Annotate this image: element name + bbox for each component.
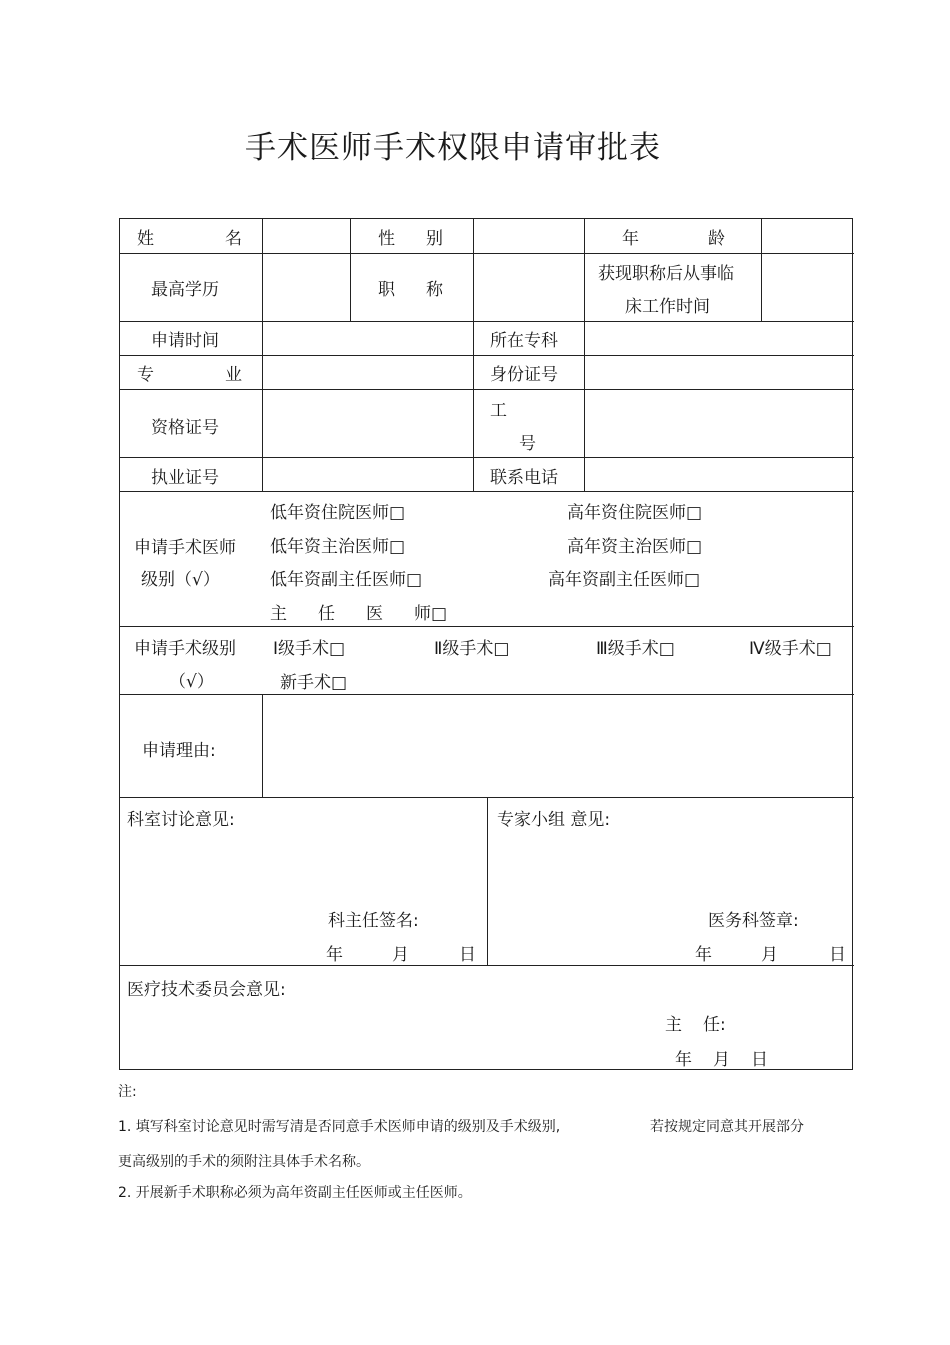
label-age-1: 年 xyxy=(622,229,639,249)
note-2: 2. 开展新手术职称必须为高年资副主任医师或主任医师。 xyxy=(118,1185,472,1201)
col-divider xyxy=(487,797,488,965)
date-day: 日 xyxy=(459,945,476,965)
option-high-attending[interactable]: 高年资主治医师□ xyxy=(567,537,703,557)
label-prof-title-2: 称 xyxy=(426,280,443,300)
label-major-2: 业 xyxy=(225,365,242,385)
label-practice-no: 执业证号 xyxy=(151,468,219,488)
label-clinical-time-1: 获现职称后从事临 xyxy=(598,264,734,284)
row-divider xyxy=(120,389,854,390)
option-chief-2: 任 xyxy=(318,604,335,624)
label-committee-opinion: 医疗技术委员会意见: xyxy=(127,980,286,1000)
label-doctor-level-2: 级别（√） xyxy=(141,570,220,590)
option-high-associate[interactable]: 高年资副主任医师□ xyxy=(548,570,701,590)
label-work-no-2: 号 xyxy=(519,434,536,454)
label-major-1: 专 xyxy=(137,365,154,385)
label-id-number: 身份证号 xyxy=(490,365,558,385)
reason-field[interactable] xyxy=(262,695,852,795)
option-level-3[interactable]: Ⅲ级手术□ xyxy=(596,639,675,659)
option-level-4[interactable]: Ⅳ级手术□ xyxy=(749,639,832,659)
notes-header: 注: xyxy=(118,1084,137,1100)
col-divider xyxy=(473,219,474,491)
date-month: 月 xyxy=(392,945,409,965)
row-divider xyxy=(120,965,854,966)
option-low-resident[interactable]: 低年资住院医师□ xyxy=(270,503,406,523)
label-work-no-1: 工 xyxy=(490,401,507,421)
col-divider xyxy=(350,219,351,321)
col-divider xyxy=(262,219,263,491)
option-low-attending[interactable]: 低年资主治医师□ xyxy=(270,537,406,557)
row-divider xyxy=(120,491,854,492)
option-high-resident[interactable]: 高年资住院医师□ xyxy=(567,503,703,523)
label-surgery-level-1: 申请手术级别 xyxy=(134,639,236,659)
row-divider xyxy=(120,321,854,322)
note-1b: 若按规定同意其开展部分 xyxy=(650,1119,804,1135)
label-age-2: 龄 xyxy=(708,229,725,249)
page-title: 手术医师手术权限申请审批表 xyxy=(245,130,661,166)
label-medical-seal: 医务科签章: xyxy=(708,911,799,931)
option-chief-4: 师□ xyxy=(414,604,448,624)
date-day: 日 xyxy=(829,945,846,965)
label-dept-sign: 科主任签名: xyxy=(328,911,419,931)
row-divider xyxy=(120,253,854,254)
col-divider xyxy=(584,219,585,491)
label-apply-time: 申请时间 xyxy=(151,331,219,351)
note-1a: 1. 填写科室讨论意见时需写清是否同意手术医师申请的级别及手术级别, xyxy=(118,1119,561,1135)
option-chief-3: 医 xyxy=(366,604,383,624)
label-surgery-level-2: （√） xyxy=(169,672,214,692)
label-name-1: 姓 xyxy=(137,229,154,249)
row-divider xyxy=(120,626,854,627)
label-name-2: 名 xyxy=(225,229,242,249)
label-education: 最高学历 xyxy=(151,280,219,300)
label-reason: 申请理由: xyxy=(142,741,216,761)
option-low-associate[interactable]: 低年资副主任医师□ xyxy=(270,570,423,590)
col-divider xyxy=(761,219,762,321)
label-department: 所在专科 xyxy=(490,331,558,351)
option-new-surgery[interactable]: 新手术□ xyxy=(280,673,348,693)
date-year: 年 xyxy=(695,945,712,965)
row-divider xyxy=(120,457,854,458)
label-director-1: 主 xyxy=(665,1015,682,1035)
label-gender-1: 性 xyxy=(378,229,395,249)
label-gender-2: 别 xyxy=(426,229,443,249)
label-expert-opinion: 专家小组 意见: xyxy=(497,810,611,830)
date-month: 月 xyxy=(713,1050,730,1070)
option-chief-1: 主 xyxy=(270,604,287,624)
label-phone: 联系电话 xyxy=(490,468,558,488)
label-clinical-time-2: 床工作时间 xyxy=(625,297,710,317)
date-day: 日 xyxy=(751,1050,768,1070)
label-director-2: 任: xyxy=(703,1015,726,1035)
label-dept-opinion: 科室讨论意见: xyxy=(127,810,235,830)
date-year: 年 xyxy=(326,945,343,965)
label-doctor-level-1: 申请手术医师 xyxy=(134,538,236,558)
option-level-2[interactable]: Ⅱ级手术□ xyxy=(434,639,510,659)
label-qualification-no: 资格证号 xyxy=(151,418,219,438)
date-year: 年 xyxy=(675,1050,692,1070)
option-level-1[interactable]: Ⅰ级手术□ xyxy=(273,639,346,659)
date-month: 月 xyxy=(761,945,778,965)
row-divider xyxy=(120,355,854,356)
label-prof-title-1: 职 xyxy=(378,280,395,300)
note-1c: 更高级别的手术的须附注具体手术名称。 xyxy=(118,1154,370,1170)
